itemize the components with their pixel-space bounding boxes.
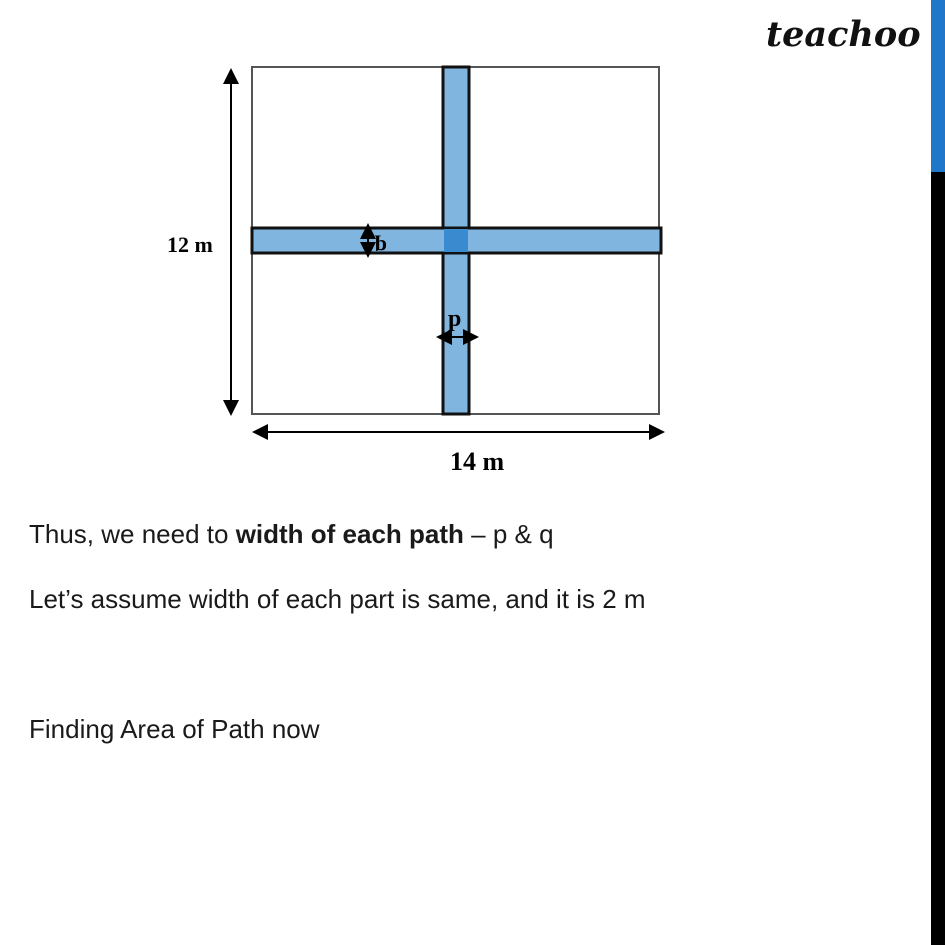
text-line-assumption: Let’s assume width of each part is same, and it is 2 m <box>29 584 646 614</box>
text-line-finding-area: Finding Area of Path now <box>29 714 320 744</box>
q-label: q <box>374 235 387 260</box>
line1-bold: width of each path <box>235 519 464 549</box>
teachoo-logo: teachoo <box>766 14 921 55</box>
p-label: p <box>448 306 462 332</box>
height-label: 12 m <box>167 232 213 257</box>
line1-suffix: – p & q <box>463 519 554 549</box>
path-intersection <box>444 229 468 252</box>
text-line-width-needed <box>29 519 554 550</box>
width-label: 14 m <box>450 447 505 476</box>
line1-prefix: Thus, we need to <box>29 519 236 549</box>
